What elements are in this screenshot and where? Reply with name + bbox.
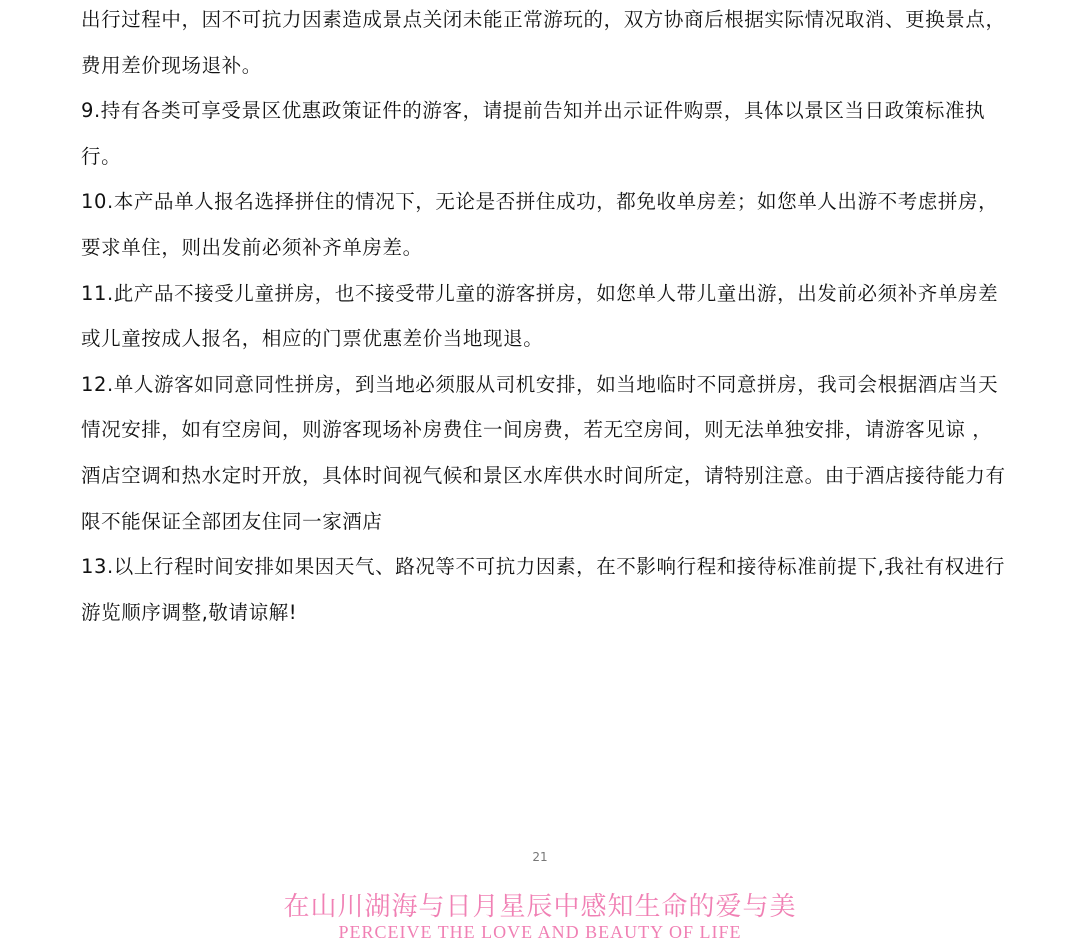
footer-english-slogan: PERCEIVE THE LOVE AND BEAUTY OF LIFE xyxy=(338,922,742,942)
footer-slogan: 在山川湖海与日月星辰中感知生命的爱与美 xyxy=(283,892,797,922)
terms-body xyxy=(81,0,1006,635)
paragraph-continued: 出行过程中，因不可抗力因素造成景点关闭未能正常游玩的，双方协商后根据实际情况取消、更换景点，费用差价现场退补。 xyxy=(81,8,1006,77)
paragraph-item-9: 9.持有各类可享受景区优惠政策证件的游客，请提前告知并出示证件购票，具体以景区当日政策标准执行。 xyxy=(81,99,986,168)
paragraph-item-12: 12.单人游客如同意同性拼房，到当地必须服从司机安排，如当地临时不同意拼房，我司会根据酒店当天情况安排，如有空房间，则游客现场补房费住一间房费，若无空房间，则无法单独安排，请游客见谅 ，酒店空调和热水定时开放，具体时间视气候和景区水库供水时间所定，请特别注意。由于酒店接待能力有限不能保证全部团友住同一家酒店 xyxy=(81,372,1006,533)
paragraph-item-10: 10.本产品单人报名选择拼住的情况下，无论是否拼住成功，都免收单房差；如您单人出游不考虑拼房，要求单住，则出发前必须补齐单房差。 xyxy=(81,190,999,259)
page-number: 21 xyxy=(532,850,548,864)
paragraph-item-13: 13.以上行程时间安排如果因天气、路况等不可抗力因素，在不影响行程和接待标准前提下,我社有权进行游览顺序调整,敬请谅解! xyxy=(81,555,1006,624)
paragraph-item-11: 11.此产品不接受儿童拼房，也不接受带儿童的游客拼房，如您单人带儿童出游，出发前必须补齐单房差或儿童按成人报名，相应的门票优惠差价当地现退。 xyxy=(81,281,999,351)
